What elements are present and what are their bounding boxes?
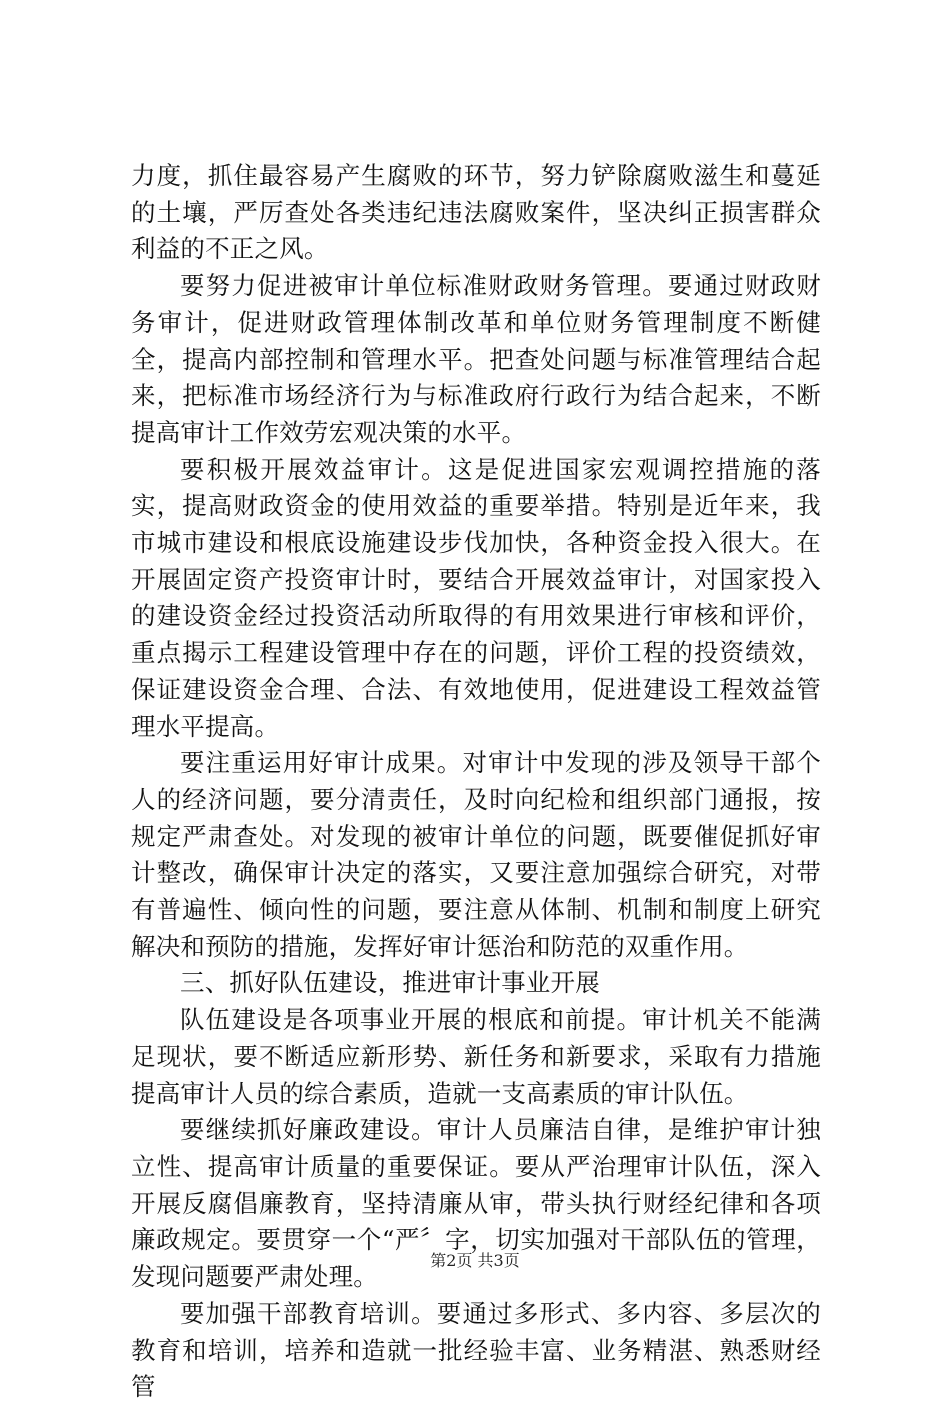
page-number-footer: 第2页 共3页 <box>430 1251 520 1270</box>
document-body <box>131 158 821 1406</box>
paragraph-audit-results: 要注重运用好审计成果。对审计中发现的涉及领导干部个人的经济问题，要分清责任，及时向纪检和组织部门通报，按规定严肃查处。对发现的被审计单位的问题，既要催促抓好审计整改，确保审计决定的落实，又要注意加强综合研究，对带有普遍性、倾向性的问题，要注意从体制、机制和制度上研究解决和预防的措施，发挥好审计惩治和防范的双重作用。 <box>131 748 821 961</box>
paragraph-continued: 力度，抓住最容易产生腐败的环节，努力铲除腐败滋生和蔓延的土壤，严厉查处各类违纪违法腐败案件，坚决纠正损害群众利益的不正之风。 <box>131 161 821 264</box>
paragraph-clean-governance: 要继续抓好廉政建设。审计人员廉洁自律，是维护审计独立性、提高审计质量的重要保证。要从严治理审计队伍，深入开展反腐倡廉教育，坚持清廉从审，带头执行财经纪律和各项廉政规定。要贯穿一个“严〞字，切实加强对干部队伍的管理，发现问题要严肃处理。 <box>131 1115 821 1292</box>
paragraph-team-building: 队伍建设是各项事业开展的根底和前提。审计机关不能满足现状，要不断适应新形势、新任务和新要求，采取有力措施提高审计人员的综合素质，造就一支高素质的审计队伍。 <box>131 1005 821 1108</box>
paragraph-benefit-audit: 要积极开展效益审计。这是促进国家宏观调控措施的落实，提高财政资金的使用效益的重要举措。特别是近年来，我市城市建设和根底设施建设步伐加快，各种资金投入很大。在开展固定资产投资审计时，要结合开展效益审计，对国家投入的建设资金经过投资活动所取得的有用效果进行审核和评价，重点揭示工程建设管理中存在的问题，评价工程的投资绩效，保证建设资金合理、合法、有效地使用，促进建设工程效益管理水平提高。 <box>131 454 821 741</box>
section-heading: 三、抓好队伍建设，推进审计事业开展 <box>180 968 600 998</box>
paragraph-finance-management: 要努力促进被审计单位标准财政财务管理。要通过财政财务审计，促进财政管理体制改革和单位财务管理制度不断健全，提高内部控制和管理水平。把查处问题与标准管理结合起来，把标准市场经济行为与标准政府行政行为结合起来，不断提高审计工作效劳宏观决策的水平。 <box>131 271 821 447</box>
paragraph-training: 要加强干部教育培训。要通过多形式、多内容、多层次的教育和培训，培养和造就一批经验丰富、业务精湛、熟悉财经管 <box>131 1298 821 1402</box>
